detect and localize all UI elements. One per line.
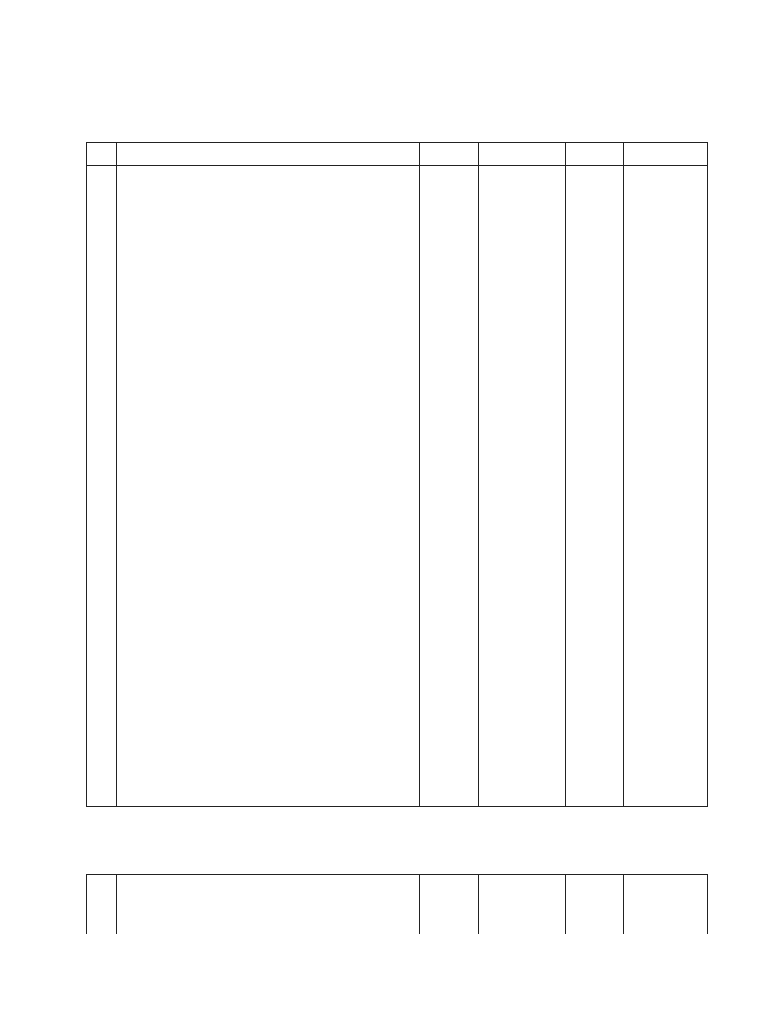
- t2-divider-koefisien: [565, 874, 566, 934]
- col-divider-uraian: [419, 142, 420, 807]
- table-header-border: [86, 165, 708, 166]
- col-divider-koefisien: [565, 142, 566, 807]
- col-divider-satuan: [623, 142, 624, 807]
- t2-divider-kode: [478, 874, 479, 934]
- col-divider-no: [116, 142, 117, 807]
- table-top-border: [86, 142, 708, 143]
- header-jenis-row: [90, 115, 227, 127]
- second-table: [86, 874, 708, 934]
- table-bottom-border: [86, 806, 708, 807]
- header-item-row: [90, 100, 227, 112]
- main-table: [86, 142, 708, 807]
- t2-divider-uraian: [419, 874, 420, 934]
- second-table-top-border: [86, 874, 708, 875]
- t2-divider-no: [116, 874, 117, 934]
- header-satuan-row: [90, 128, 227, 140]
- col-divider-kode: [478, 142, 479, 807]
- t2-divider-satuan: [623, 874, 624, 934]
